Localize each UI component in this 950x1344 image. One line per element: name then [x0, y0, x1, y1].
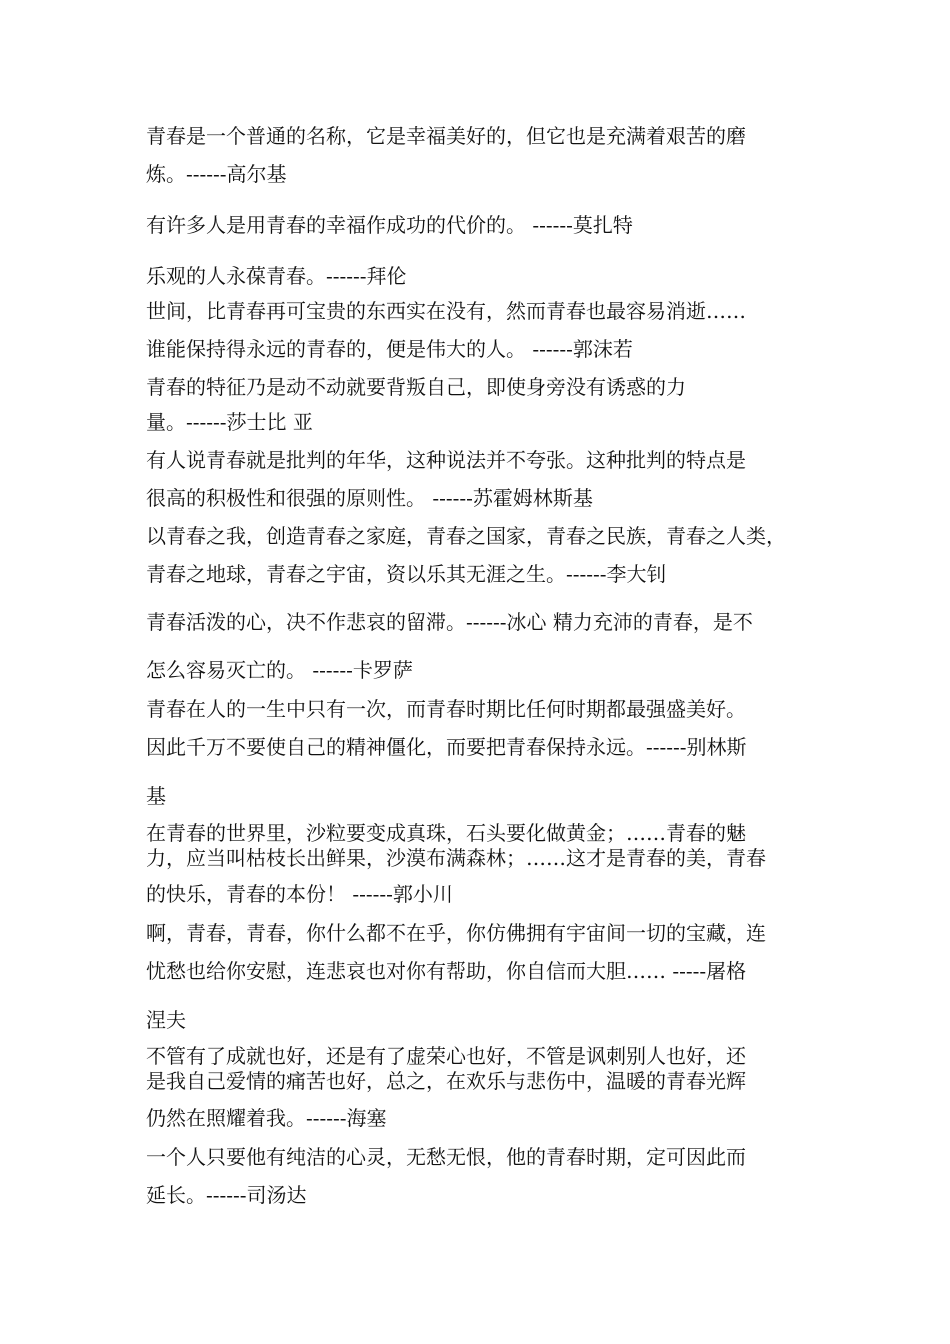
text-line: 青春活泼的心，决不作悲哀的留滞。------冰心 精力充沛的青春，是不 — [146, 610, 753, 634]
text-line: 以青春之我，创造青春之家庭，青春之国家，青春之民族，青春之人类， — [146, 524, 786, 548]
text-line: 谁能保持得永远的青春的，便是伟大的人。 ------郭沫若 — [146, 337, 633, 361]
text-line: 是我自己爱情的痛苦也好，总之，在欢乐与悲伤中，温暖的青春光辉 — [146, 1069, 746, 1093]
text-line: 不管有了成就也好，还是有了虚荣心也好，不管是讽刺别人也好，还 — [146, 1044, 746, 1068]
text-line: 炼。------高尔基 — [146, 162, 287, 186]
text-line: 力，应当叫枯枝长出鲜果，沙漠布满森林；……这才是青春的美，青春 — [146, 846, 766, 870]
text-line: 怎么容易灭亡的。 ------卡罗萨 — [146, 658, 413, 682]
text-line: 青春之地球，青春之宇宙，资以乐其无涯之生。------李大钊 — [146, 562, 667, 586]
text-line: 的快乐，青春的本份！ ------郭小川 — [146, 882, 453, 906]
text-line: 世间，比青春再可宝贵的东西实在没有，然而青春也最容易消逝…… — [146, 299, 746, 323]
text-line: 青春是一个普通的名称，它是幸福美好的，但它也是充满着艰苦的磨 — [146, 124, 746, 148]
text-line: 在青春的世界里，沙粒要变成真珠，石头要化做黄金；……青春的魅 — [146, 821, 746, 845]
text-line: 青春的特征乃是动不动就要背叛自己，即使身旁没有诱惑的力 — [146, 375, 686, 399]
text-line: 基 — [146, 784, 166, 808]
text-line: 有许多人是用青春的幸福作成功的代价的。 ------莫扎特 — [146, 213, 633, 237]
text-line: 量。------莎士比 亚 — [146, 410, 313, 434]
text-line: 很高的积极性和很强的原则性。 ------苏霍姆林斯基 — [146, 486, 593, 510]
text-line: 因此千万不要使自己的精神僵化，而要把青春保持永远。------别林斯 — [146, 735, 747, 759]
text-line: 一个人只要他有纯洁的心灵，无愁无恨，他的青春时期，定可因此而 — [146, 1145, 746, 1169]
text-line: 有人说青春就是批判的年华，这种说法并不夸张。这种批判的特点是 — [146, 448, 746, 472]
text-line: 啊，青春，青春，你什么都不在乎，你仿佛拥有宇宙间一切的宝藏，连 — [146, 921, 766, 945]
text-line: 乐观的人永葆青春。------拜伦 — [146, 264, 407, 288]
text-line: 仍然在照耀着我。------海塞 — [146, 1106, 387, 1130]
text-line: 青春在人的一生中只有一次，而青春时期比任何时期都最强盛美好。 — [146, 697, 746, 721]
text-line: 涅夫 — [146, 1008, 186, 1032]
text-line: 延长。------司汤达 — [146, 1183, 307, 1207]
text-line: 忧愁也给你安慰，连悲哀也对你有帮助，你自信而大胆…… -----屠格 — [146, 959, 747, 983]
